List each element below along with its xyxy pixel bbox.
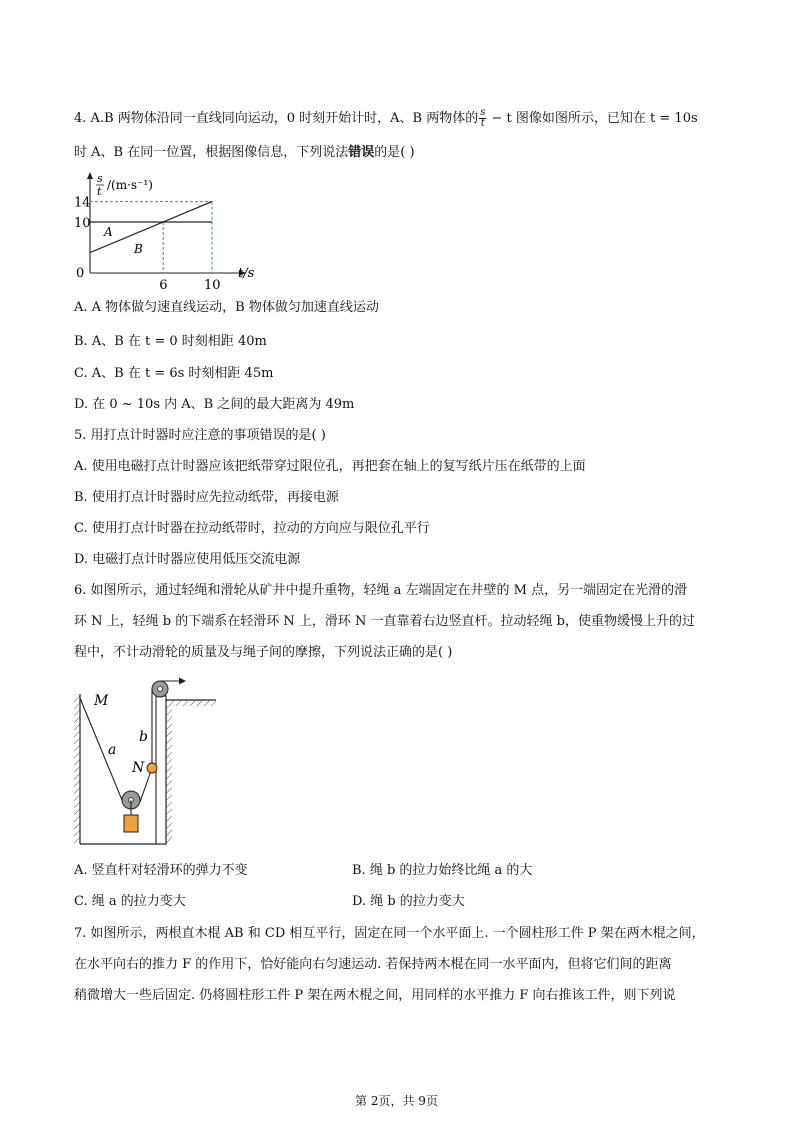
q4-emphasis: 错误 <box>348 145 375 160</box>
q4-option-c: C. A、B 在 t = 6s 时刻相距 45m <box>74 366 274 381</box>
q6-option-c: C. 绳 a 的拉力变大 <box>74 894 186 909</box>
series-label-b: B <box>134 241 143 256</box>
q4-chart <box>74 170 274 295</box>
label-m: M <box>94 693 109 709</box>
x-tick-6: 6 <box>159 278 168 293</box>
q4-stem-tail: − t 图像如图所示，已知在 t = 10s <box>487 111 698 126</box>
right-wall-hatch <box>166 700 172 844</box>
q5-stem: 5. 用打点计时器时应注意的事项错误的是( ) <box>74 428 326 443</box>
q4-option-a: A. A 物体做匀速直线运动，B 物体做匀加速直线运动 <box>74 300 379 315</box>
q6-stem-line3: 程中，不计动滑轮的质量及与绳子间的摩擦，下列说法正确的是( ) <box>74 645 453 660</box>
q6-option-a: A. 竖直杆对轻滑环的弹力不变 <box>74 863 248 878</box>
label-a: a <box>108 742 117 758</box>
q4-stem-mid: A、B 两物体的 <box>390 111 479 126</box>
y-axis-arrow-icon <box>87 172 93 179</box>
q6-option-b: B. 绳 b 的拉力始终比绳 a 的大 <box>352 863 533 878</box>
q7-stem-line2: 在水平向右的推力 F 的作用下，恰好能向右匀速运动. 若保持两木棍在同一水平面内，但将它们间的距离 <box>74 957 672 972</box>
y-label-unit: /(m·s⁻¹) <box>107 178 153 192</box>
q6-option-d: D. 绳 b 的拉力变大 <box>352 894 465 909</box>
label-n: N <box>132 760 145 776</box>
ground-hatch <box>172 700 216 706</box>
x-axis-label: t/s <box>238 266 255 281</box>
q4-stem-line2: 时 A、B 在同一位置，根据图像信息，下列说法错误的是( ) <box>74 145 415 160</box>
q5-option-a: A. 使用电磁打点计时器应该把纸带穿过限位孔，再把套在轴上的复写纸片压在纸带的上面 <box>74 459 586 474</box>
q5-option-c: C. 使用打点计时器在拉动纸带时，拉动的方向应与限位孔平行 <box>74 521 430 536</box>
q4-number: 4. <box>74 111 87 126</box>
label-b: b <box>139 729 148 745</box>
q4-stem-prefix: A.B 两物体沿同一直线同向运动，0 时刻开始计时， <box>90 111 391 126</box>
page-footer: 第 2页，共 9页 <box>355 1094 438 1108</box>
q6-stem-line2: 环 N 上，轻绳 b 的下端系在轻滑环 N 上，滑环 N 一直靠着右边竖直杆。拉动轻绳 b，使重物缓慢上升的过 <box>74 614 695 629</box>
q4-option-b: B. A、B 在 t = 0 时刻相距 40m <box>74 334 267 349</box>
q5-option-d: D. 电磁打点计时器应使用低压交流电源 <box>74 552 301 567</box>
q7-stem-line1: 7. 如图所示，两根直木棍 AB 和 CD 相互平行，固定在同一个水平面上. 一个圆柱形工件 P 架在两木棍之间， <box>74 926 705 941</box>
y-tick-14: 14 <box>74 195 91 211</box>
y-label-denominator: t <box>97 185 102 198</box>
q7-stem-line3: 稍微增大一些后固定. 仍将圆柱形工件 P 架在两木棍之间，用同样的水平推力 F 向右推该工件，则下列说 <box>74 988 676 1003</box>
weight-block-icon <box>124 815 138 832</box>
ring-n-icon <box>147 763 157 773</box>
q4-stem-line1 <box>74 108 698 129</box>
q6-figure <box>68 672 228 850</box>
q4-fraction: $\frac{s}{t}$ <box>480 107 486 129</box>
vertical-rod <box>156 696 166 844</box>
y-tick-10: 10 <box>74 216 91 231</box>
q4-option-d: D. 在 0 ~ 10s 内 A、B 之间的最大距离为 49m <box>74 397 355 412</box>
origin-label: 0 <box>76 266 85 281</box>
x-tick-10: 10 <box>204 278 221 293</box>
y-label-numerator: s <box>97 172 103 185</box>
q5-option-b: B. 使用打点计时器时应先拉动纸带，再接电源 <box>74 490 339 505</box>
q6-stem-line1: 6. 如图所示，通过轻绳和滑轮从矿井中提升重物，轻绳 a 左端固定在井壁的 M 点，另一端固定在光滑的滑 <box>74 583 688 598</box>
left-wall-hatch <box>74 694 80 844</box>
series-label-a: A <box>104 225 113 239</box>
pull-arrow-icon <box>179 678 186 685</box>
